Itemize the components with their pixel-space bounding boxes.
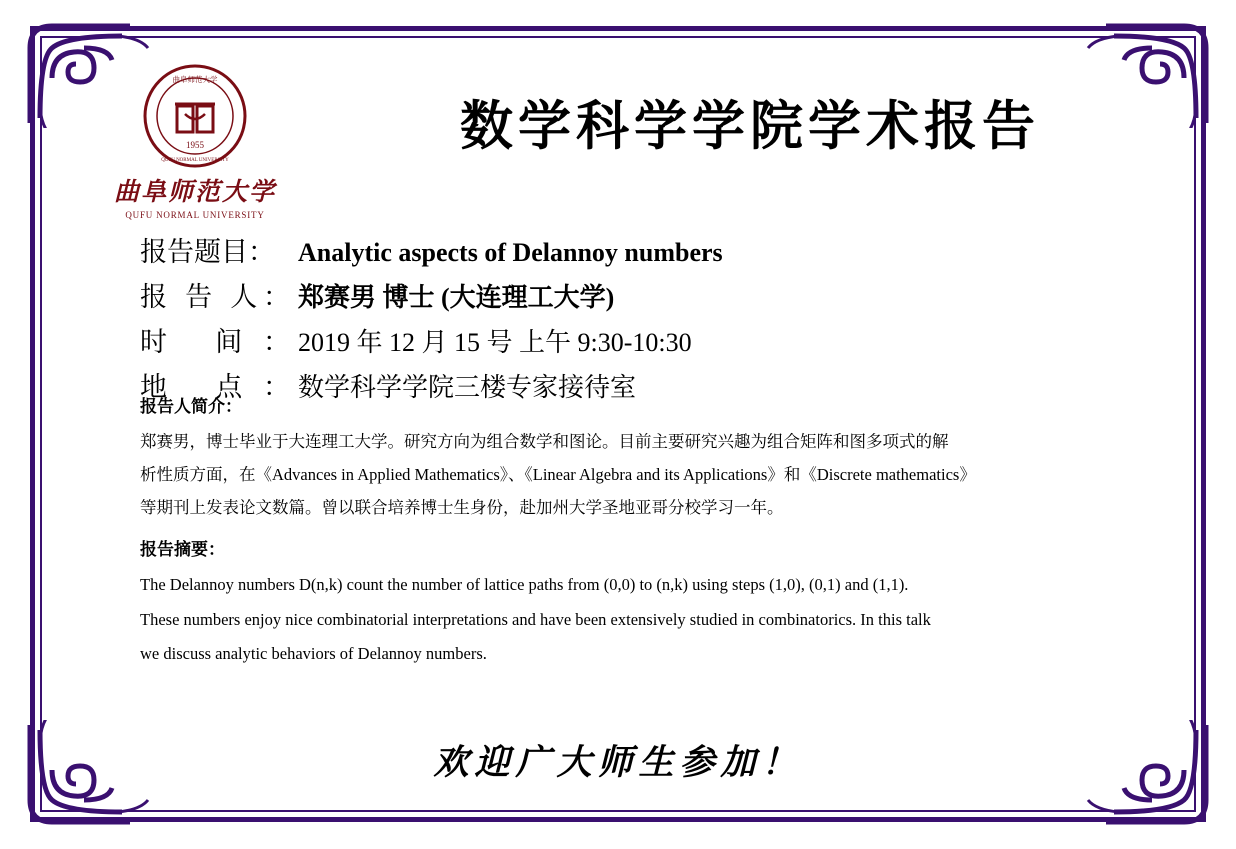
university-name-en: QUFU NORMAL UNIVERSITY — [125, 210, 265, 220]
abstract-section — [140, 535, 1100, 672]
place-value: 数学科学学院三楼专家接待室 — [298, 373, 637, 402]
speaker-value: 郑赛男 博士 (大连理工大学) — [298, 283, 615, 312]
speaker-bio-section — [140, 392, 1100, 524]
place-label: 地 点： — [140, 372, 290, 402]
time-value: 2019 年 12 月 15 号 上午 9:30-10:30 — [298, 328, 692, 357]
svg-text:QUFU NORMAL UNIVERSITY: QUFU NORMAL UNIVERSITY — [161, 158, 229, 163]
welcome-note: 欢迎广大师生参加！ — [433, 742, 803, 783]
topic-value: Analytic aspects of Delannoy numbers — [298, 238, 723, 267]
speaker-label: 报 告 人： — [140, 282, 290, 312]
page-title: 数学科学学院学术报告 — [460, 95, 1040, 157]
bio-line: 郑赛男，博士毕业于大连理工大学。研究方向为组合数学和图论。目前主要研究兴趣为组合矩阵和图多项式的解 — [140, 432, 949, 451]
field-speaker — [140, 275, 1140, 314]
university-logo — [100, 62, 290, 220]
abstract-line: These numbers enjoy nice combinatorial interpretations and have been extensively studied in combinatorics. In this talk — [140, 609, 931, 629]
university-seal-icon — [141, 62, 249, 170]
bio-line: 等期刊上发表论文数篇。曾以联合培养博士生身份，赴加州大学圣地亚哥分校学习一年。 — [140, 498, 784, 517]
topic-label: 报告题目： — [140, 237, 275, 267]
talk-details — [140, 230, 1140, 410]
field-time — [140, 320, 1140, 359]
svg-text:1955: 1955 — [186, 140, 204, 150]
bio-line: 析性质方面，在《Advances in Applied Mathematics》、《Linear Algebra and its Applications》和《Discrete mathematics》 — [140, 465, 976, 484]
abstract-line: we discuss analytic behaviors of Delannoy numbers. — [140, 644, 487, 664]
university-name-cn: 曲阜师范大学 — [113, 179, 276, 206]
bio-heading: 报告人简介： — [140, 397, 242, 416]
abstract-line: The Delannoy numbers D(n,k) count the number of lattice paths from (0,0) to (n,k) using steps (1,0), (0,1) and (1,1). — [140, 575, 909, 594]
svg-text:曲阜师范大学: 曲阜师范大学 — [172, 75, 218, 84]
time-label: 时 间： — [140, 327, 290, 357]
field-topic — [140, 230, 1140, 269]
poster-header — [60, 52, 1170, 220]
abstract-heading: 报告摘要： — [140, 540, 225, 559]
